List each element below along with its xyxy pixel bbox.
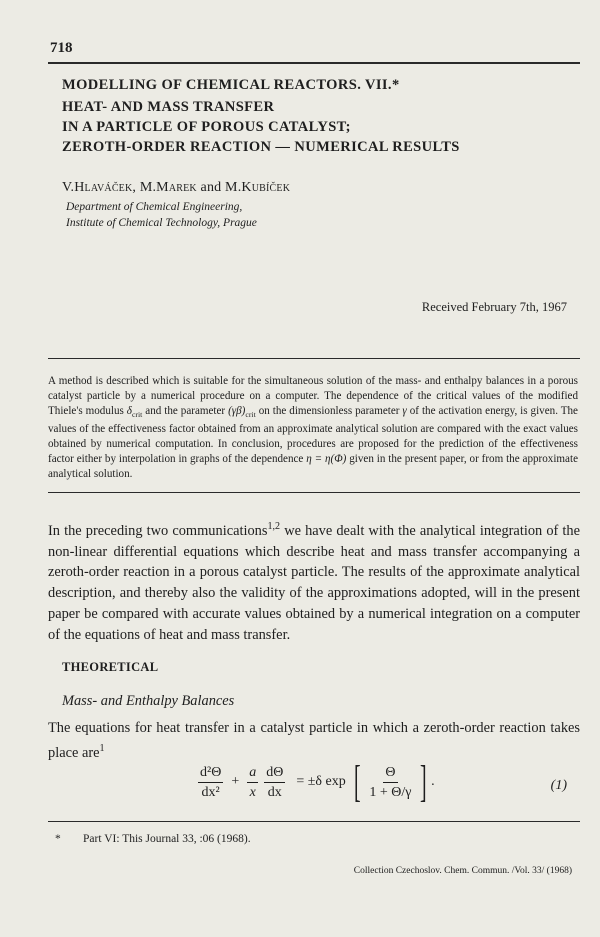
intro-paragraph: In the preceding two communications$^{1,2}$ we have dealt with the analytical integration of the non-linear differential equations which describe heat and mass transfer accompanying a zeroth-order reaction in a porous catalyst particle. The results of the approximate analytical description, and thereby also the validity of the approximations adopted, will in the present paper be compared with accurate values obtained by a numerical integration on a computer of the equations of heat and mass transfer. [48, 521, 581, 643]
left-bracket: [ [353, 757, 361, 806]
affiliation-department: Department of Chemical Engineering, [66, 201, 243, 213]
abstract: A method is described which is suitable for the simultaneous solution of the mass- and enthalpy balances in a porous catalyst particle by a numerical procedure on a computer. The dependence of the critical values of the modified Thiele's modulus $\delta_{crit}$ and the parameter $(\gamma\beta)_{crit}$ on the dimensionless parameter γ of the activation energy, is given. The values of the effectiveness factor obtained from an approximate analytical solution are compared with the exact values obtained by numerical computation. In conclusion, procedures are proposed for the prediction of the effectiveness factor either by interpolation in graphs of the dependence η = η(Φ) given in the present paper, or from the approximate analytical solution. [48, 375, 578, 480]
author-marek: Marek [156, 180, 197, 195]
title-line-2: HEAT- AND MASS TRANSFER [62, 99, 275, 115]
a-over-x-fraction: $\frac{a}{x}$ [249, 764, 257, 800]
first-derivative-fraction: $\frac{d\Theta}{dx}$ [266, 764, 284, 800]
right-bracket: ] [420, 757, 428, 806]
title-line-3: IN A PARTICLE OF POROUS CATALYST; [62, 119, 351, 135]
page-number: 718 [50, 40, 73, 56]
title-line-1: MODELLING OF CHEMICAL REACTORS. VII.* [62, 77, 400, 93]
journal-citation: Collection Czechoslov. Chem. Commun. /Vol. 33/ (1968) [353, 866, 572, 876]
abstract-bottom-rule [48, 492, 580, 493]
affiliation-institute: Institute of Chemical Technology, Prague [66, 217, 257, 229]
reference-superscript: 1,2 [267, 521, 281, 532]
equation-rhs: = ±δ exp [296, 774, 346, 789]
second-derivative-fraction: $\frac{\text{d²Θ}}{\text{dx²}}$ [200, 764, 222, 800]
footnote-rule [48, 821, 580, 822]
equation-number: (1) [550, 778, 567, 793]
exponent-fraction: $\frac{\Theta}{1 + \Theta/\gamma}$ [369, 764, 412, 800]
title-line-4: ZEROTH-ORDER REACTION — NUMERICAL RESULTS [62, 139, 460, 155]
authors: V.Hlaváček, M.Marek and M.Kubíček [62, 180, 291, 195]
subsection-heading: Mass- and Enthalpy Balances [62, 693, 235, 709]
equation-1: $\frac{\text{d²Θ}}{\text{dx²}}$ + $\frac{a}{x}$ $\frac{d\Theta}{dx}$ = ±δ exp [ $\frac{\Theta}{1 + \Theta/\gamma}$ ] . [200, 757, 435, 806]
author-hlavacek: Hlaváček [74, 180, 133, 195]
abstract-top-rule [48, 358, 580, 359]
received-date: Received February 7th, 1967 [421, 300, 567, 314]
author-kubicek: Kubíček [241, 180, 291, 195]
footnote: * Part VI: This Journal 33, :06 (1968). [55, 833, 251, 845]
equation-intro: The equations for heat transfer in a catalyst particle in which a zeroth-order reaction takes place are$^1$ [48, 720, 580, 761]
section-heading: THEORETICAL [62, 660, 159, 674]
header-rule [48, 62, 580, 64]
